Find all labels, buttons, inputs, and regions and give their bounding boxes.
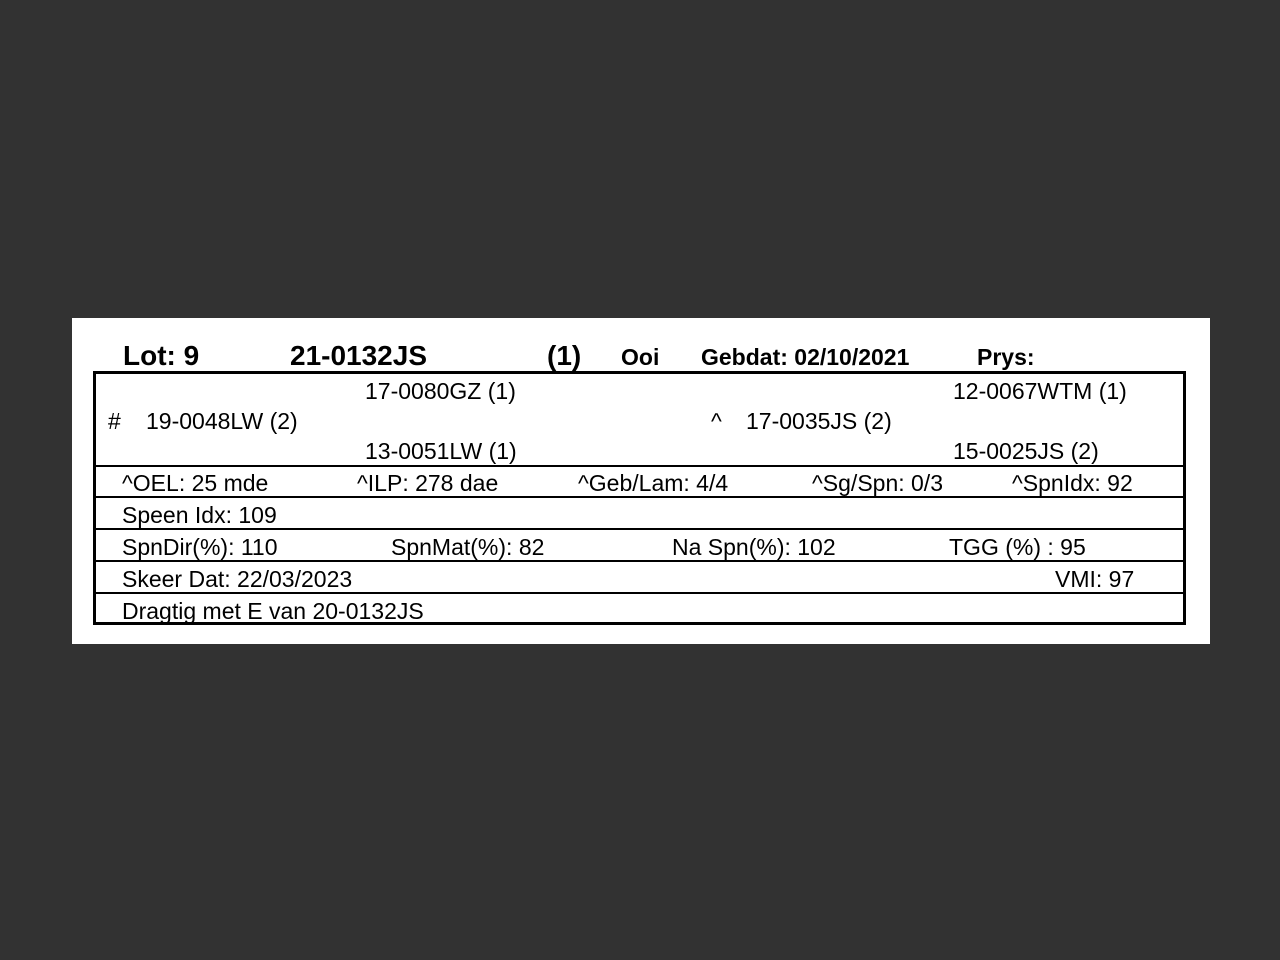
dam-sire: 12-0067WTM (1) xyxy=(953,378,1127,404)
sg-spn-value: ^Sg/Spn: 0/3 xyxy=(812,470,943,496)
sire-sire: 17-0080GZ (1) xyxy=(365,378,516,404)
ilp-value: ^ILP: 278 dae xyxy=(357,470,499,496)
price-label: Prys: xyxy=(977,344,1035,370)
spn-idx-value: ^SpnIdx: 92 xyxy=(1012,470,1133,496)
spn-mat: SpnMat(%): 82 xyxy=(391,534,545,560)
divider xyxy=(96,496,1183,498)
divider xyxy=(96,560,1183,562)
sire-marker: # xyxy=(108,408,121,434)
tgg: TGG (%) : 95 xyxy=(949,534,1086,560)
sire: 19-0048LW (2) xyxy=(146,408,298,434)
divider xyxy=(96,465,1183,467)
dam-marker: ^ xyxy=(711,408,722,434)
animal-count: (1) xyxy=(547,340,582,371)
animal-id: 21-0132JS xyxy=(290,340,428,371)
details-table xyxy=(93,371,1186,625)
lot-number: Lot: 9 xyxy=(123,340,200,371)
dam: 17-0035JS (2) xyxy=(746,408,892,434)
lot-card xyxy=(72,318,1210,644)
dam-dam: 15-0025JS (2) xyxy=(953,438,1099,464)
vmi-value: VMI: 97 xyxy=(1055,566,1135,592)
spn-dir: SpnDir(%): 110 xyxy=(122,534,278,560)
divider xyxy=(96,528,1183,530)
speen-idx: Speen Idx: 109 xyxy=(122,502,277,528)
birth-date: Gebdat: 02/10/2021 xyxy=(701,344,910,370)
na-spn: Na Spn(%): 102 xyxy=(672,534,836,560)
animal-sex: Ooi xyxy=(621,344,660,370)
oel-value: ^OEL: 25 mde xyxy=(122,470,269,496)
divider xyxy=(96,592,1183,594)
sire-dam: 13-0051LW (1) xyxy=(365,438,517,464)
geb-lam-value: ^Geb/Lam: 4/4 xyxy=(578,470,729,496)
skeer-date: Skeer Dat: 22/03/2023 xyxy=(122,566,353,592)
pregnancy-note: Dragtig met E van 20-0132JS xyxy=(122,598,424,624)
